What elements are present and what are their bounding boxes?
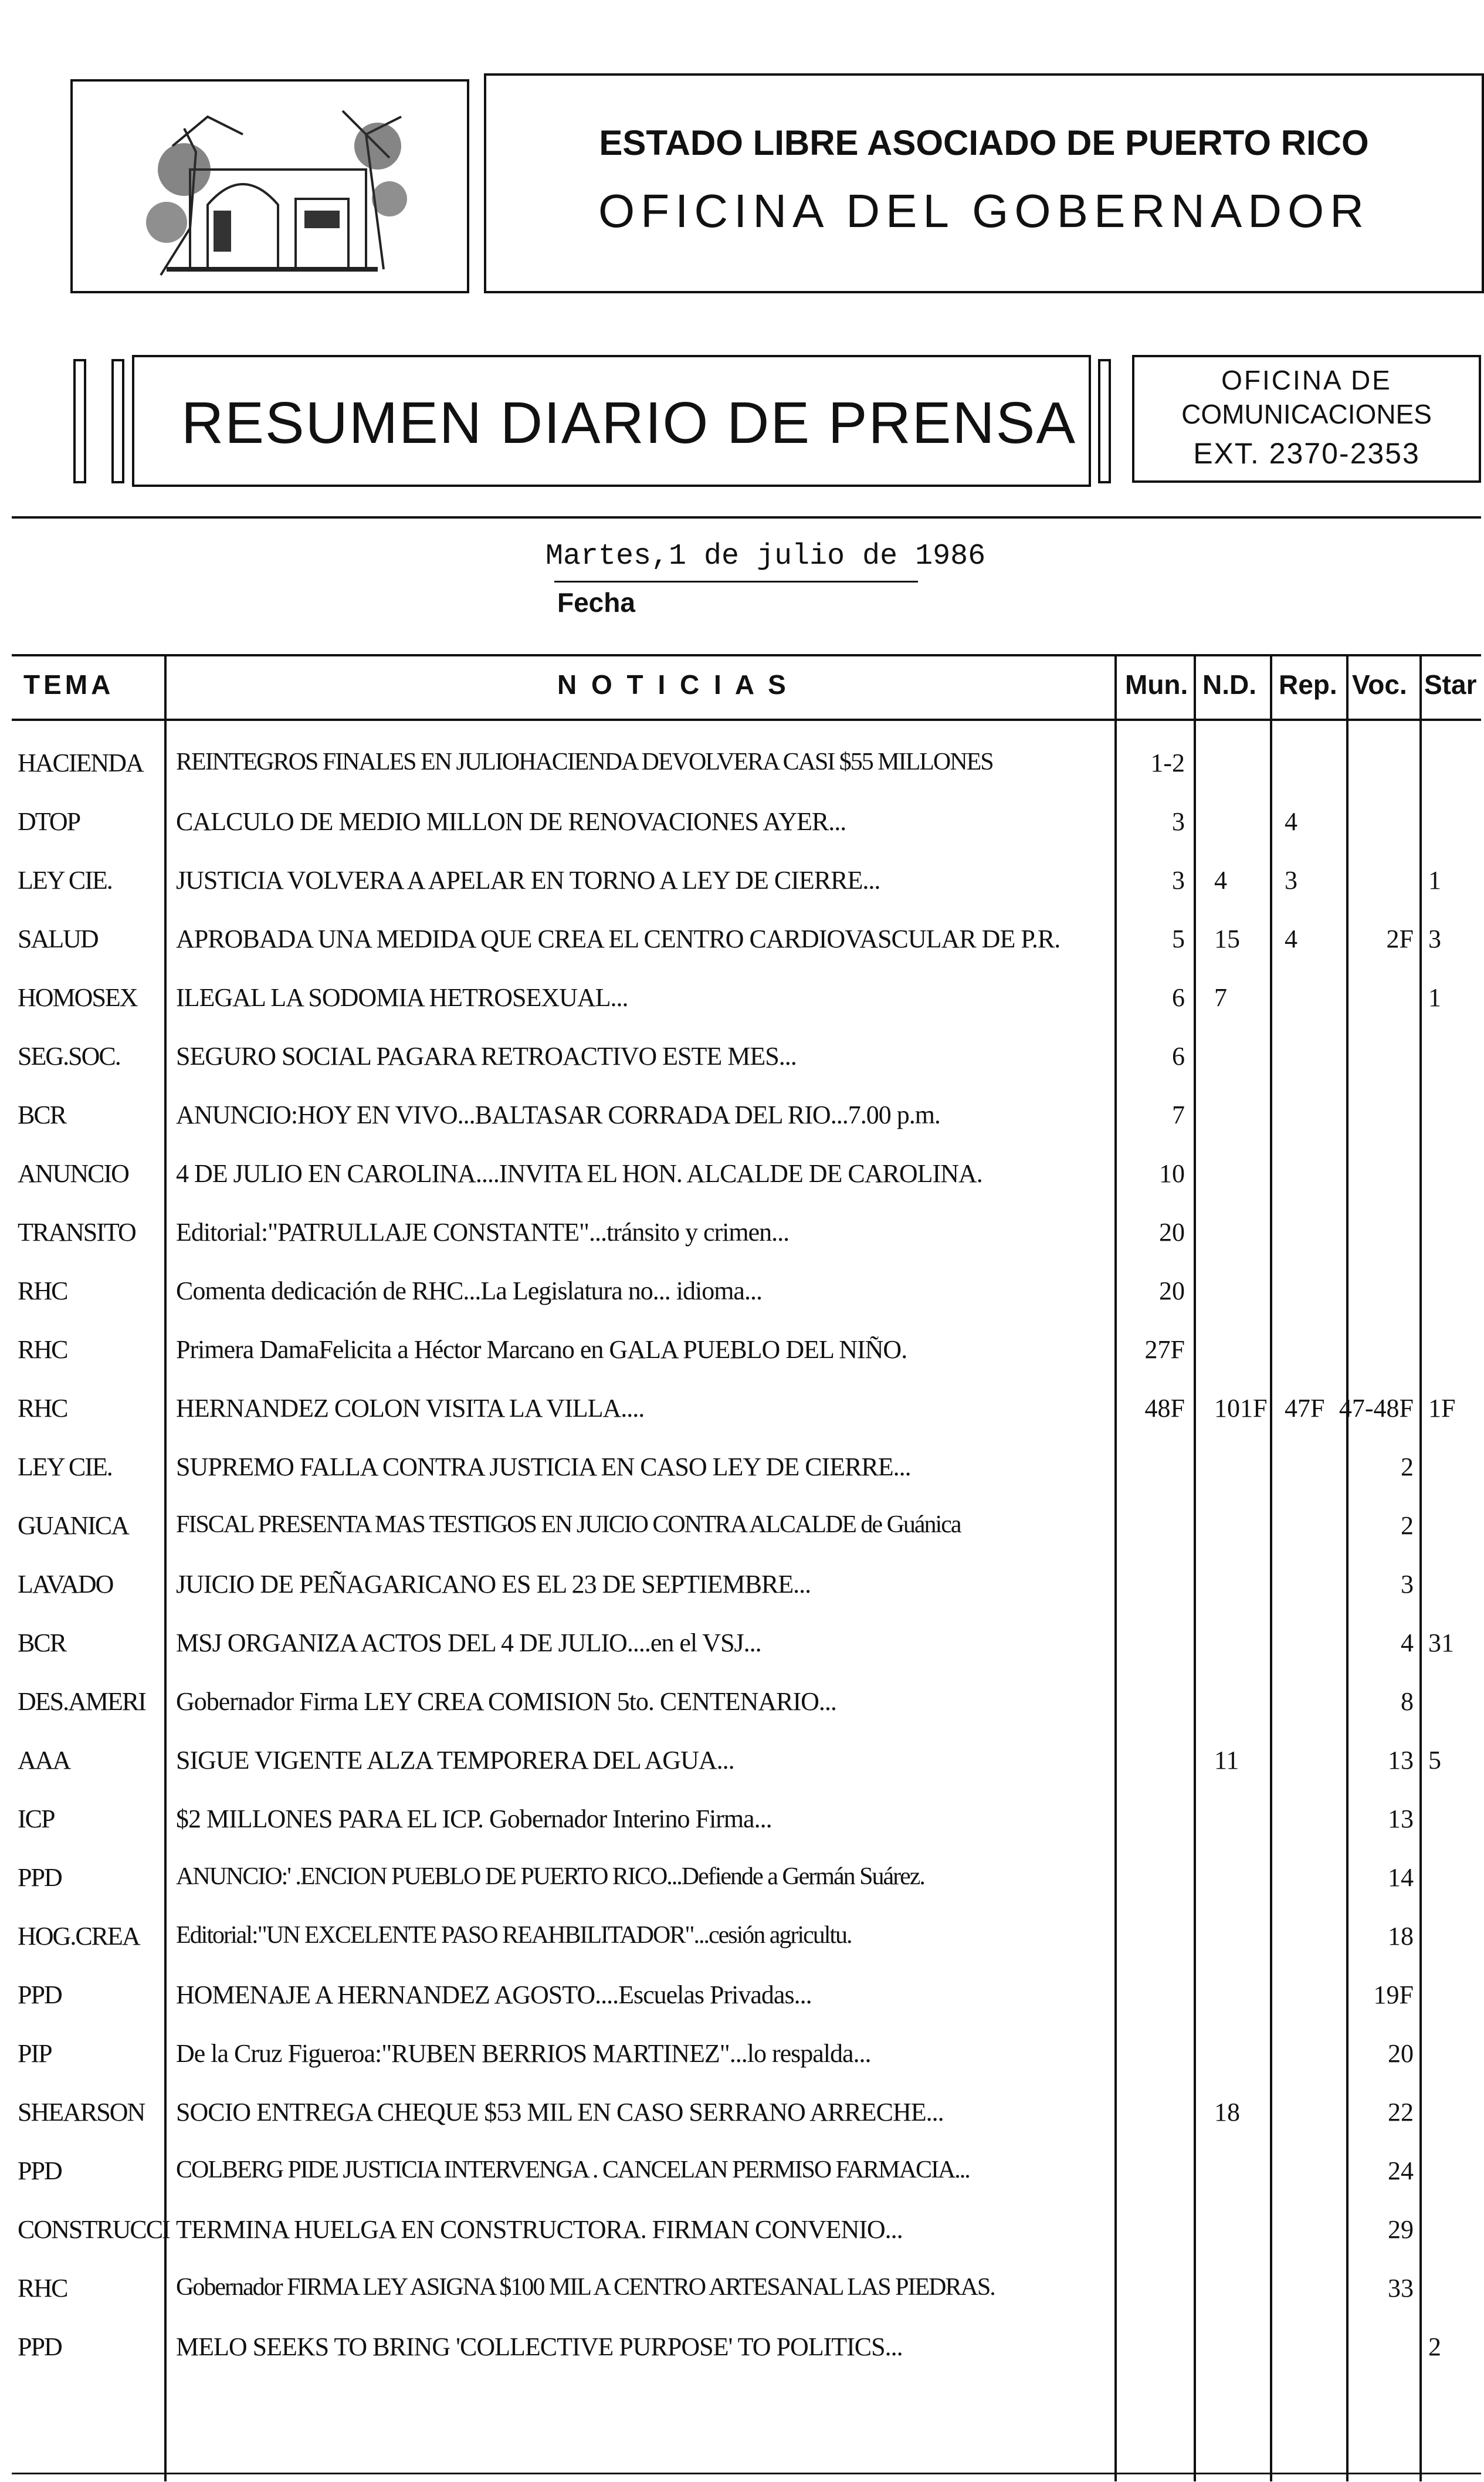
table-row <box>0 2156 1484 2215</box>
table-row <box>0 924 1484 983</box>
row-tema: LEY CIE. <box>18 866 112 895</box>
table-row <box>0 748 1484 807</box>
row-page-voc: 2 <box>1401 1511 1414 1540</box>
row-noticia: ANUNCIO:HOY EN VIVO...BALTASAR CORRADA DEL RIO...7.00 p.m. <box>176 1101 940 1129</box>
row-page-mun: 10 <box>1159 1159 1185 1188</box>
row-tema: HACIENDA <box>18 749 143 777</box>
row-page-voc: 13 <box>1388 1804 1414 1833</box>
row-page-star: 1 <box>1428 983 1441 1012</box>
row-page-rep: 3 <box>1285 866 1297 895</box>
row-noticia: JUSTICIA VOLVERA A APELAR EN TORNO A LEY DE CIERRE... <box>176 866 880 895</box>
row-page-star: 3 <box>1428 925 1441 953</box>
row-tema: PPD <box>18 2332 62 2361</box>
table-row <box>0 1159 1484 1217</box>
table-row <box>0 983 1484 1041</box>
row-tema: GUANICA <box>18 1511 128 1540</box>
row-tema: AAA <box>18 1746 70 1775</box>
col-header-noticias: N O T I C I A S <box>557 669 790 700</box>
row-page-nd: 18 <box>1214 2098 1240 2127</box>
table-row <box>0 1100 1484 1159</box>
seal-image-frame <box>70 79 469 293</box>
row-tema: HOG.CREA <box>18 1922 140 1951</box>
row-page-mun: 6 <box>1172 983 1185 1012</box>
row-noticia: REINTEGROS FINALES EN JULIOHACIENDA DEVOLVERA CASI $55 MILLONES <box>176 749 993 776</box>
row-tema: LEY CIE. <box>18 1452 112 1481</box>
row-tema: CONSTRUCCI <box>18 2215 170 2244</box>
row-noticia: Editorial:"PATRULLAJE CONSTANTE"...tránsito y crimen... <box>176 1218 790 1247</box>
row-page-nd: 7 <box>1214 983 1227 1012</box>
row-page-voc: 8 <box>1401 1687 1414 1716</box>
row-page-mun: 6 <box>1172 1042 1185 1071</box>
col-header-rep: Rep. <box>1279 669 1337 700</box>
row-page-voc: 3 <box>1401 1570 1414 1599</box>
row-tema: PPD <box>18 1980 62 2009</box>
row-page-voc: 29 <box>1388 2215 1414 2244</box>
table-header-rule <box>12 719 1481 721</box>
row-tema: RHC <box>18 1394 67 1423</box>
fortaleza-building-image <box>73 82 467 291</box>
row-page-star: 1 <box>1428 866 1441 895</box>
row-page-star: 2 <box>1428 2332 1441 2361</box>
row-page-mun: 3 <box>1172 866 1185 895</box>
table-row <box>0 1863 1484 1921</box>
row-noticia: TERMINA HUELGA EN CONSTRUCTORA. FIRMAN CONVENIO... <box>176 2215 903 2244</box>
row-page-voc: 13 <box>1388 1746 1414 1775</box>
row-page-mun: 20 <box>1159 1276 1185 1305</box>
table-row <box>0 2215 1484 2273</box>
row-noticia: $2 MILLONES PARA EL ICP. Gobernador Interino Firma... <box>176 1804 772 1833</box>
row-page-mun: 3 <box>1172 807 1185 836</box>
row-noticia: SIGUE VIGENTE ALZA TEMPORERA DEL AGUA... <box>176 1746 734 1775</box>
row-noticia: ANUNCIO:' .ENCION PUEBLO DE PUERTO RICO...Defiende a Germán Suárez. <box>176 1863 924 1890</box>
communications-office-box <box>1132 355 1481 483</box>
row-page-voc: 19F <box>1373 1980 1414 2009</box>
office-line-1: OFICINA DE <box>1221 365 1392 395</box>
banner-box <box>132 355 1091 487</box>
row-tema: RHC <box>18 2274 67 2302</box>
banner-title: RESUMEN DIARIO DE PRENSA <box>181 390 1077 456</box>
table-row <box>0 2097 1484 2156</box>
row-noticia: Primera DamaFelicita a Héctor Marcano en GALA PUEBLO DEL NIÑO. <box>176 1335 907 1364</box>
row-page-voc: 4 <box>1401 1628 1414 1657</box>
row-noticia: JUICIO DE PEÑAGARICANO ES EL 23 DE SEPTIEMBRE... <box>176 1570 811 1599</box>
banner-left-bar-2 <box>111 359 124 483</box>
row-tema: PIP <box>18 2039 52 2068</box>
row-tema: SEG.SOC. <box>18 1042 120 1071</box>
row-noticia: HOMENAJE A HERNANDEZ AGOSTO....Escuelas Privadas... <box>176 1980 812 2009</box>
row-page-nd: 15 <box>1214 925 1240 953</box>
banner-left-bar-1 <box>73 359 86 483</box>
row-noticia: CALCULO DE MEDIO MILLON DE RENOVACIONES AYER... <box>176 807 846 836</box>
row-noticia: SOCIO ENTREGA CHEQUE $53 MIL EN CASO SERRANO ARRECHE... <box>176 2098 944 2127</box>
agency-name: ESTADO LIBRE ASOCIADO DE PUERTO RICO <box>599 123 1369 162</box>
agency-title-box <box>484 73 1484 293</box>
row-tema: BCR <box>18 1628 66 1657</box>
row-page-voc: 2 <box>1401 1452 1414 1481</box>
row-page-rep: 4 <box>1285 925 1297 953</box>
date-label: Fecha <box>557 587 635 618</box>
row-page-rep: 4 <box>1285 807 1297 836</box>
row-noticia: SEGURO SOCIAL PAGARA RETROACTIVO ESTE MES... <box>176 1042 797 1071</box>
table-row <box>0 1687 1484 1745</box>
table-row <box>0 807 1484 865</box>
row-noticia: Editorial:"UN EXCELENTE PASO REAHBILITADOR"...cesión agricultu. <box>176 1922 852 1949</box>
table-top-rule <box>12 654 1481 656</box>
row-tema: HOMOSEX <box>18 983 137 1012</box>
office-phone-ext: EXT. 2370-2353 <box>1193 437 1420 470</box>
row-page-star: 5 <box>1428 1746 1441 1775</box>
banner-right-bar <box>1098 359 1111 483</box>
col-header-voc: Voc. <box>1352 669 1407 700</box>
table-row <box>0 1041 1484 1100</box>
table-row <box>0 1569 1484 1628</box>
table-row <box>0 2332 1484 2390</box>
table-row <box>0 2039 1484 2097</box>
table-row <box>0 2273 1484 2332</box>
row-noticia: Gobernador Firma LEY CREA COMISION 5to. CENTENARIO... <box>176 1687 836 1716</box>
row-noticia: MELO SEEKS TO BRING 'COLLECTIVE PURPOSE' TO POLITICS... <box>176 2332 903 2361</box>
row-noticia: SUPREMO FALLA CONTRA JUSTICIA EN CASO LEY DE CIERRE... <box>176 1452 911 1481</box>
header-divider <box>12 516 1481 519</box>
row-tema: DES.AMERI <box>18 1687 145 1716</box>
row-page-mun: 5 <box>1172 925 1185 953</box>
row-page-nd: 11 <box>1214 1746 1239 1775</box>
row-page-voc: 33 <box>1388 2274 1414 2302</box>
office-line-2: COMUNICACIONES <box>1181 399 1432 429</box>
row-tema: ICP <box>18 1804 55 1833</box>
office-name: OFICINA DEL GOBERNADOR <box>598 185 1370 237</box>
table-bottom-rule <box>12 2473 1481 2474</box>
row-noticia: FISCAL PRESENTA MAS TESTIGOS EN JUICIO CONTRA ALCALDE de Guánica <box>176 1511 961 1538</box>
row-page-star: 31 <box>1428 1628 1454 1657</box>
row-noticia: ILEGAL LA SODOMIA HETROSEXUAL... <box>176 983 628 1012</box>
row-page-voc: 14 <box>1388 1863 1414 1892</box>
row-noticia: COLBERG PIDE JUSTICIA INTERVENGA . CANCELAN PERMISO FARMACIA... <box>176 2156 970 2183</box>
table-row <box>0 1745 1484 1804</box>
row-noticia: 4 DE JULIO EN CAROLINA....INVITA EL HON. ALCALDE DE CAROLINA. <box>176 1159 982 1188</box>
row-page-voc: 2F <box>1386 925 1414 953</box>
col-header-nd: N.D. <box>1202 669 1256 700</box>
row-page-voc: 20 <box>1388 2039 1414 2068</box>
row-noticia: Gobernador FIRMA LEY ASIGNA $100 MIL A CENTRO ARTESANAL LAS PIEDRAS. <box>176 2274 995 2301</box>
row-tema: SHEARSON <box>18 2098 145 2127</box>
col-header-tema: TEMA <box>23 669 114 700</box>
row-page-nd: 4 <box>1214 866 1227 895</box>
row-page-nd: 101F <box>1214 1394 1268 1423</box>
row-tema: PPD <box>18 1863 62 1892</box>
row-noticia: MSJ ORGANIZA ACTOS DEL 4 DE JULIO....en el VSJ... <box>176 1628 761 1657</box>
row-tema: SALUD <box>18 925 98 953</box>
row-noticia: HERNANDEZ COLON VISITA LA VILLA.... <box>176 1394 645 1423</box>
table-row <box>0 1980 1484 2039</box>
row-tema: RHC <box>18 1335 67 1364</box>
row-tema: RHC <box>18 1276 67 1305</box>
table-row <box>0 1276 1484 1335</box>
row-page-mun: 48F <box>1144 1394 1185 1423</box>
col-header-mun: Mun. <box>1125 669 1188 700</box>
table-row <box>0 865 1484 924</box>
row-page-voc: 24 <box>1388 2156 1414 2185</box>
row-page-voc: 47-48F <box>1339 1394 1414 1423</box>
table-row <box>0 1452 1484 1511</box>
row-page-mun: 27F <box>1144 1335 1185 1364</box>
row-page-rep: 47F <box>1285 1394 1325 1423</box>
date-value: Martes,1 de julio de 1986 <box>546 540 986 573</box>
table-row <box>0 1804 1484 1863</box>
col-header-star: Star <box>1424 669 1477 700</box>
row-tema: LAVADO <box>18 1570 113 1599</box>
table-row <box>0 1511 1484 1569</box>
table-row <box>0 1217 1484 1276</box>
row-tema: BCR <box>18 1101 66 1129</box>
row-page-voc: 18 <box>1388 1922 1414 1951</box>
table-row <box>0 1921 1484 1980</box>
row-page-mun: 20 <box>1159 1218 1185 1247</box>
row-page-star: 1F <box>1428 1394 1456 1423</box>
date-underline <box>554 581 918 583</box>
row-tema: TRANSITO <box>18 1218 135 1247</box>
row-tema: PPD <box>18 2156 62 2185</box>
table-row <box>0 1628 1484 1687</box>
row-page-voc: 22 <box>1388 2098 1414 2127</box>
table-row <box>0 1393 1484 1452</box>
row-noticia: APROBADA UNA MEDIDA QUE CREA EL CENTRO CARDIOVASCULAR DE P.R. <box>176 925 1061 953</box>
row-tema: ANUNCIO <box>18 1159 128 1188</box>
row-page-mun: 7 <box>1172 1101 1185 1129</box>
row-noticia: De la Cruz Figueroa:"RUBEN BERRIOS MARTINEZ"...lo respalda... <box>176 2039 871 2068</box>
row-tema: DTOP <box>18 807 80 836</box>
row-noticia: Comenta dedicación de RHC...La Legislatura no... idioma... <box>176 1276 762 1305</box>
row-page-mun: 1-2 <box>1150 749 1185 777</box>
table-row <box>0 1335 1484 1393</box>
